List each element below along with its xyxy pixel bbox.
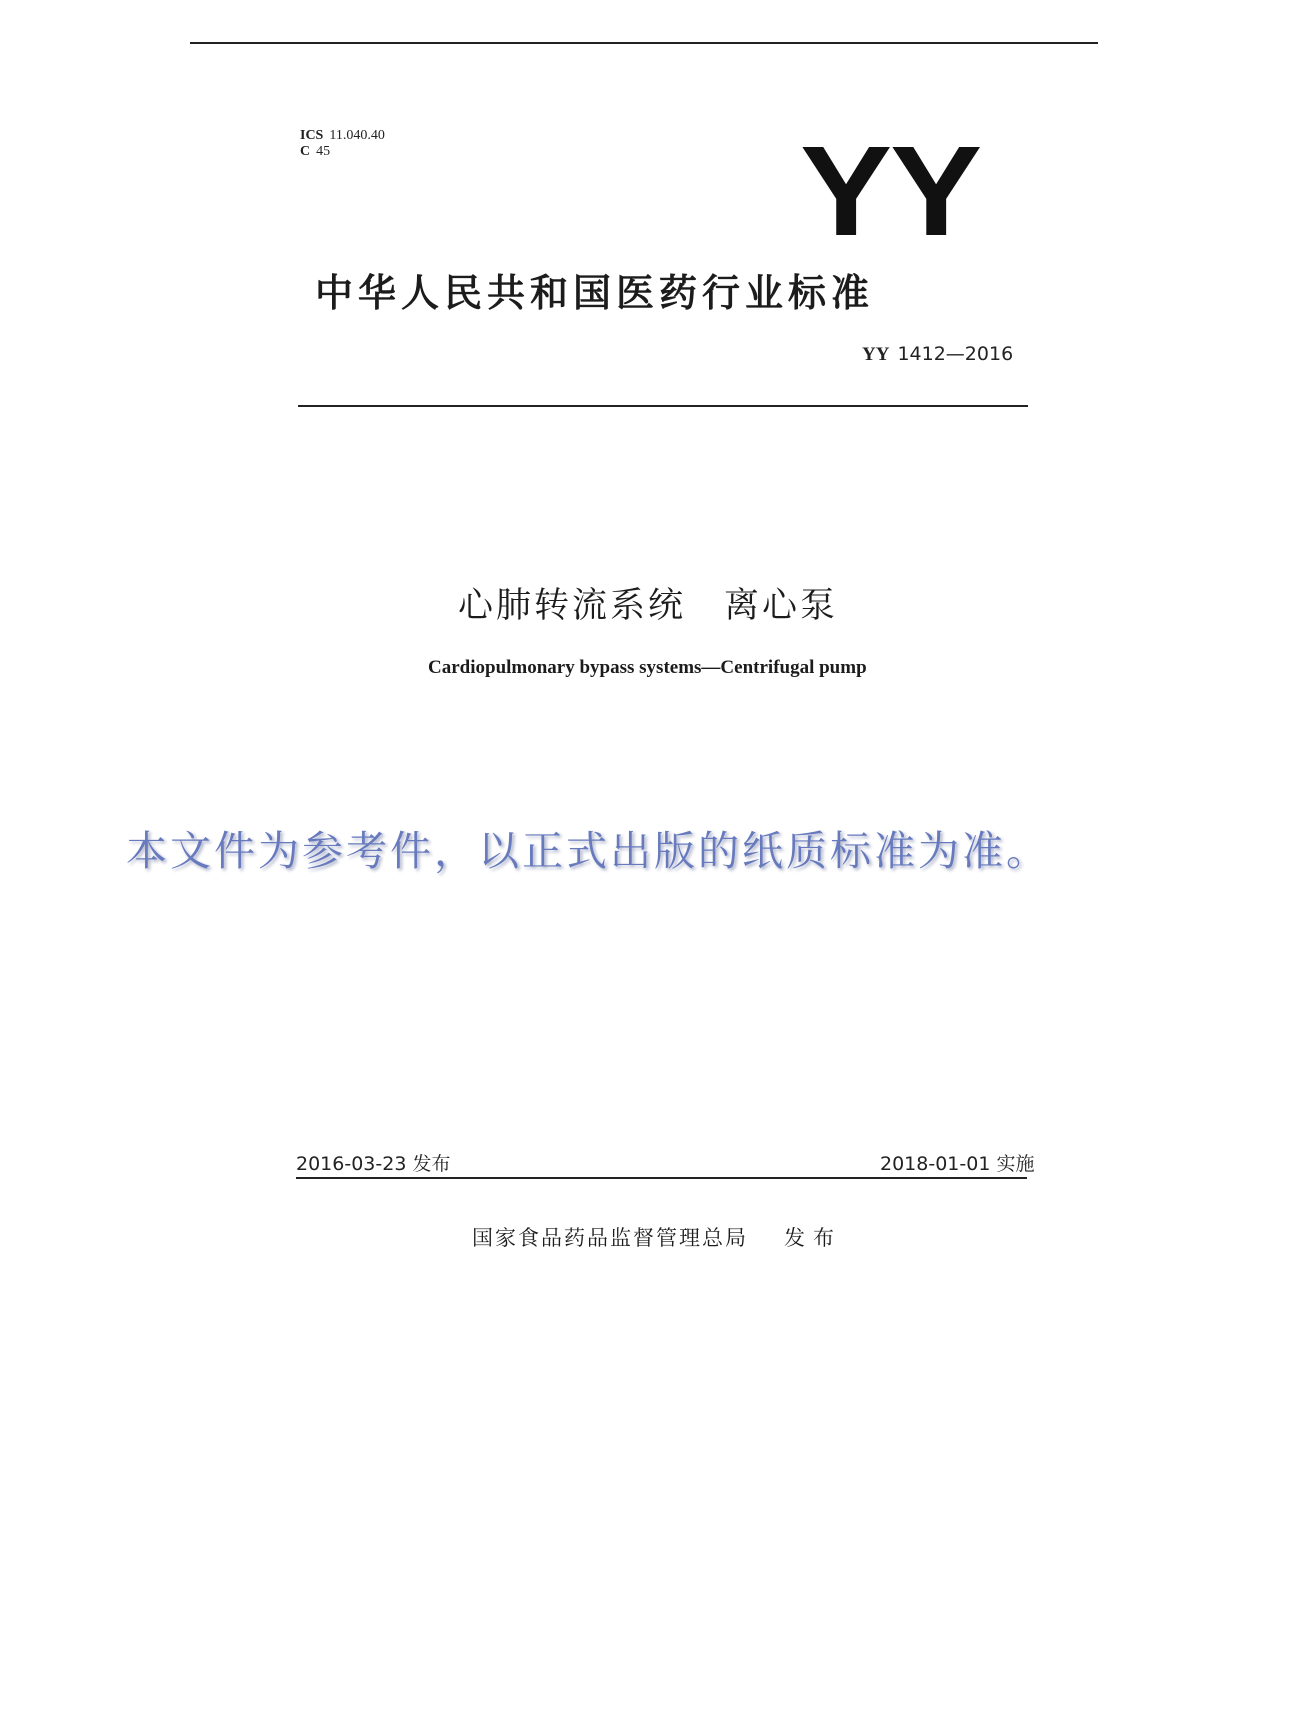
top-rule — [190, 42, 1098, 44]
publisher-action: 发布 — [784, 1226, 842, 1250]
reference-watermark: 本文件为参考件，以正式出版的纸质标准为准。 — [126, 827, 1050, 875]
ics-label: ICS — [300, 128, 324, 143]
date-rule — [296, 1177, 1027, 1179]
standard-number — [862, 343, 1013, 366]
ccs-code: 45 — [316, 144, 331, 159]
standard-code: 1412—2016 — [897, 343, 1014, 365]
publisher-line — [472, 1222, 842, 1252]
document-title-cn: 心肺转流系统 离心泵 — [458, 586, 839, 626]
header-rule — [298, 405, 1028, 407]
ics-code-line — [300, 128, 385, 144]
ccs-code-line — [300, 144, 330, 160]
yy-logo: YY — [800, 120, 981, 263]
organization-title: 中华人民共和国医药行业标准 — [315, 271, 875, 315]
ccs-label: C — [300, 144, 311, 159]
standard-prefix: YY — [862, 344, 890, 365]
publisher-name: 国家食品药品监督管理总局 — [472, 1226, 748, 1250]
ics-code: 11.040.40 — [329, 128, 385, 143]
implementation-date: 2018-01-01 实施 — [880, 1153, 1035, 1175]
issue-date: 2016-03-23 发布 — [296, 1153, 451, 1175]
document-title-en: Cardiopulmonary bypass systems—Centrifugal pump — [428, 657, 867, 678]
